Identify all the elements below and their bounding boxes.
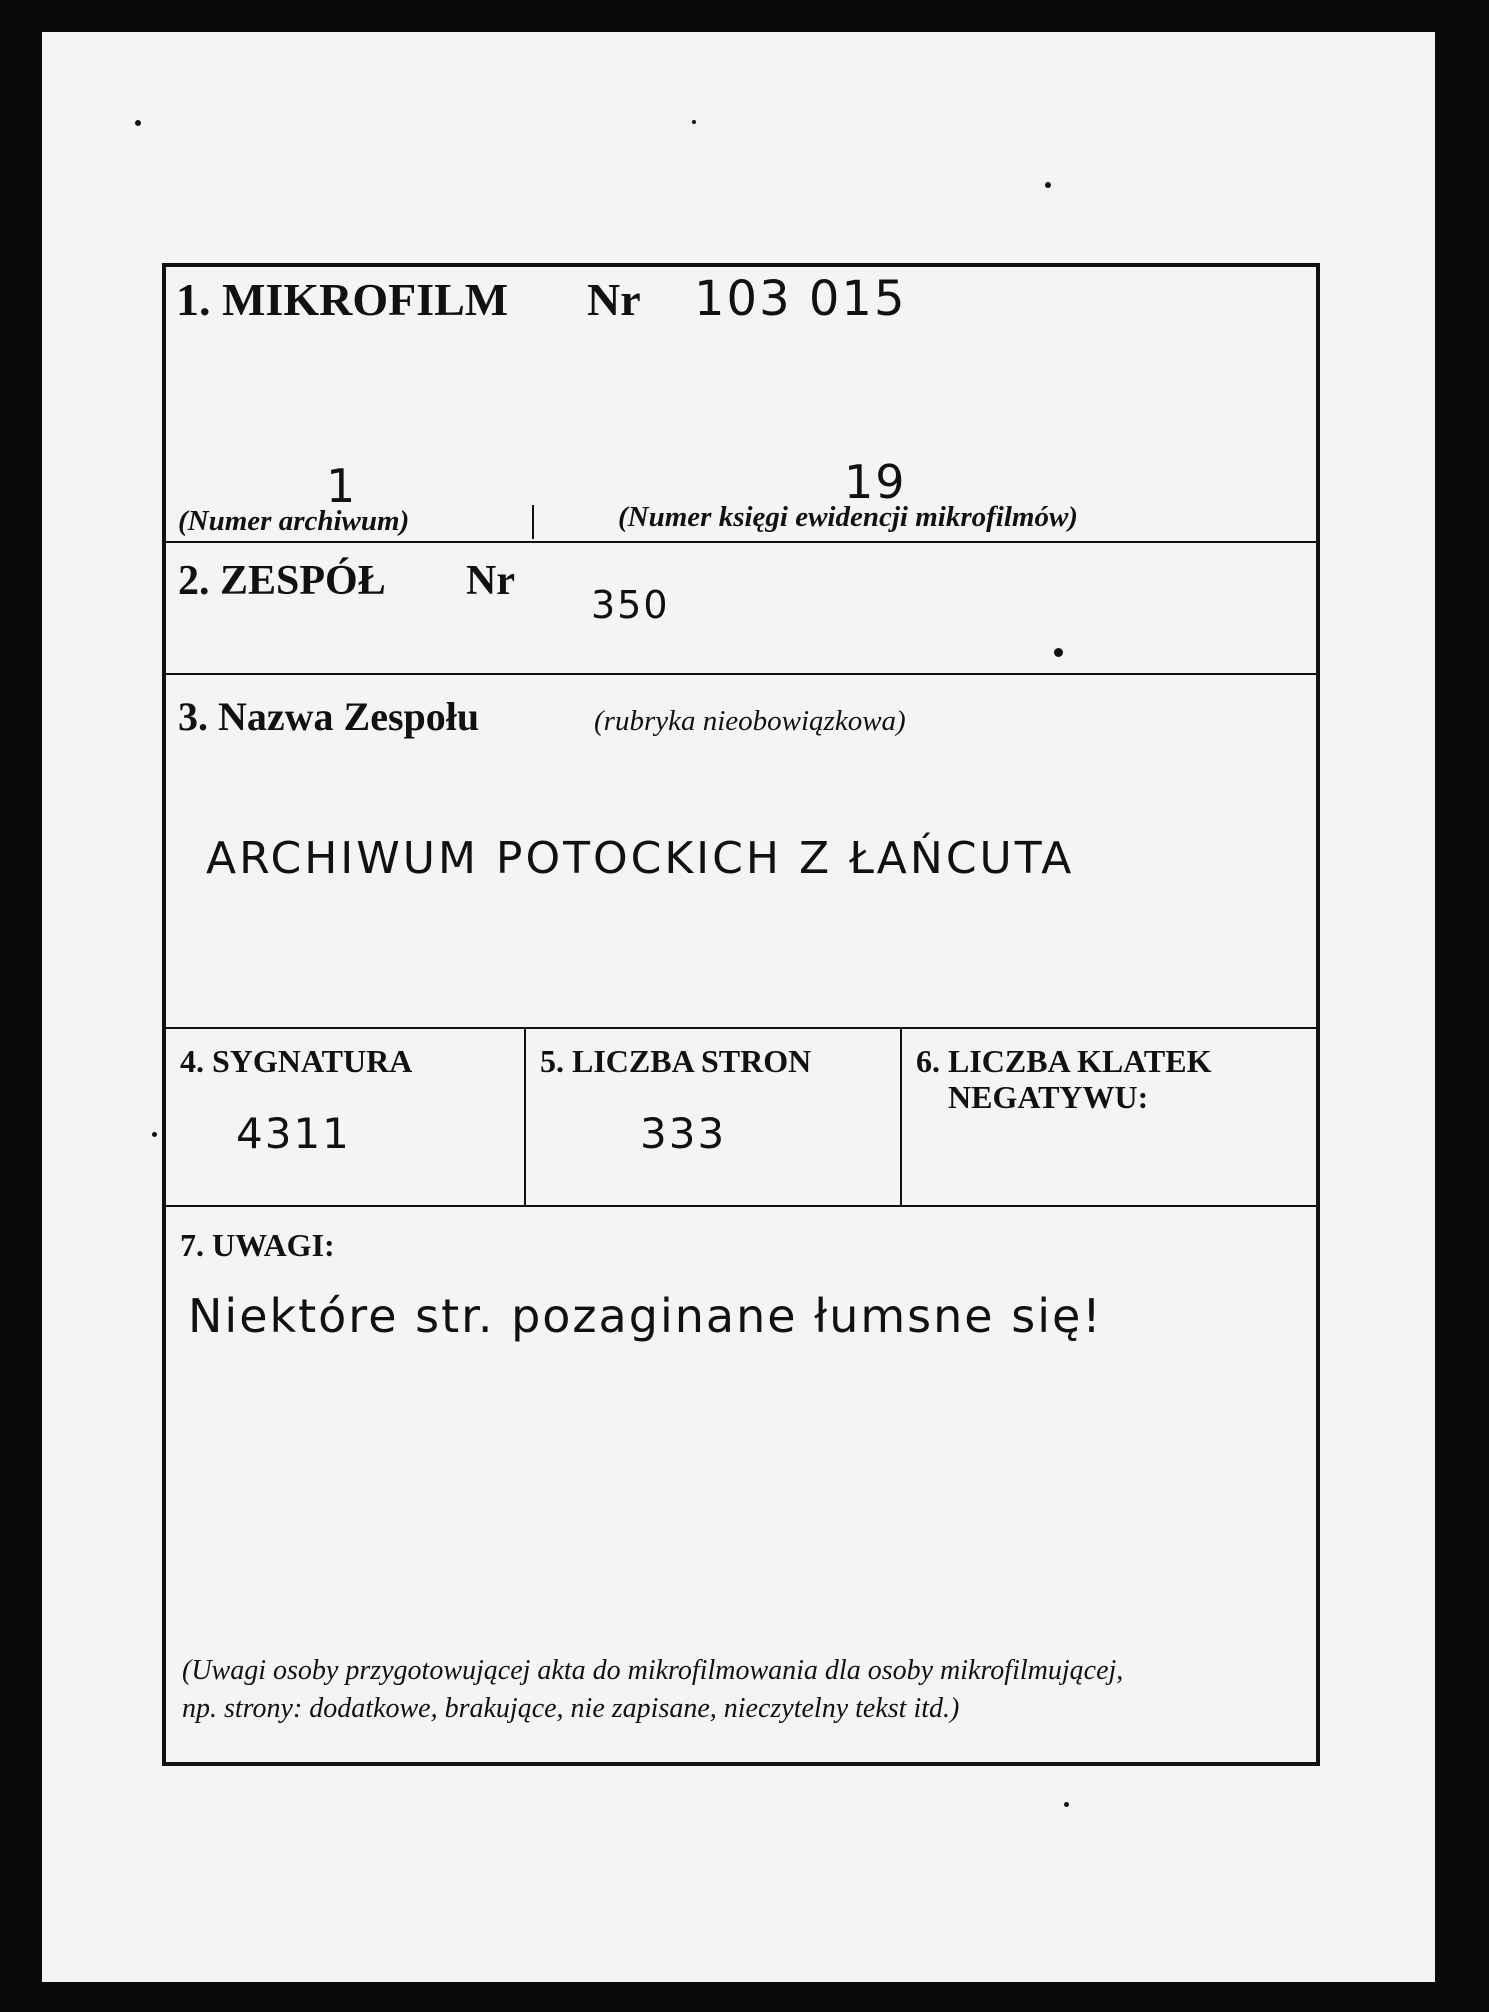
footer-note-line1: (Uwagi osoby przygotowującej akta do mikrofilmowania dla osoby mikrofilmującej,: [182, 1655, 1124, 1686]
divider: [166, 541, 1316, 543]
dust-speck: [135, 120, 141, 126]
register-number-value: 19: [844, 455, 907, 509]
archive-number-caption: (Numer archiwum): [178, 505, 410, 537]
uwagi-label: 7. UWAGI:: [180, 1227, 335, 1263]
divider: [166, 1027, 1316, 1029]
footer-note-line2: np. strony: dodatkowe, brakujące, nie zapisane, nieczytelny tekst itd.): [182, 1693, 960, 1724]
dust-speck: [152, 1132, 157, 1137]
nazwa-zespolu-note: (rubryka nieobowiązkowa): [594, 705, 906, 737]
nazwa-zespolu-value: ARCHIWUM POTOCKICH Z ŁAŃCUTA: [206, 833, 1075, 884]
liczba-klatek-label: 6. LICZBA KLATEK: [916, 1043, 1212, 1079]
nazwa-zespolu-label: 3. Nazwa Zespołu: [178, 694, 480, 739]
zespol-nr-label: Nr: [466, 558, 515, 604]
divider: [166, 1205, 1316, 1207]
mikrofilm-number: 103 015: [694, 271, 907, 327]
divider: [900, 1029, 902, 1205]
dust-speck: [692, 120, 696, 124]
dust-speck: [1064, 1802, 1069, 1807]
uwagi-value: Niektóre str. pozaginane łumsne się!: [188, 1289, 1103, 1343]
divider: [524, 1029, 526, 1205]
divider: [166, 673, 1316, 675]
register-caption: (Numer księgi ewidencji mikrofilmów): [618, 501, 1078, 533]
mikrofilm-label: 1. MIKROFILM: [176, 274, 509, 325]
zespol-label: 2. ZESPÓŁ: [178, 558, 386, 604]
negatywu-label: NEGATYWU:: [948, 1079, 1149, 1115]
liczba-stron-label: 5. LICZBA STRON: [540, 1043, 812, 1079]
sygnatura-value: 4311: [236, 1109, 351, 1158]
archive-number-value: 1: [326, 459, 358, 513]
liczba-stron-value: 333: [640, 1109, 727, 1158]
microfilm-form: [162, 263, 1320, 1766]
mikrofilm-nr-label: Nr: [587, 274, 641, 325]
caption-separator: [532, 505, 534, 539]
zespol-value: 350: [591, 583, 670, 627]
dust-speck: [1045, 182, 1051, 188]
sygnatura-label: 4. SYGNATURA: [180, 1043, 413, 1079]
